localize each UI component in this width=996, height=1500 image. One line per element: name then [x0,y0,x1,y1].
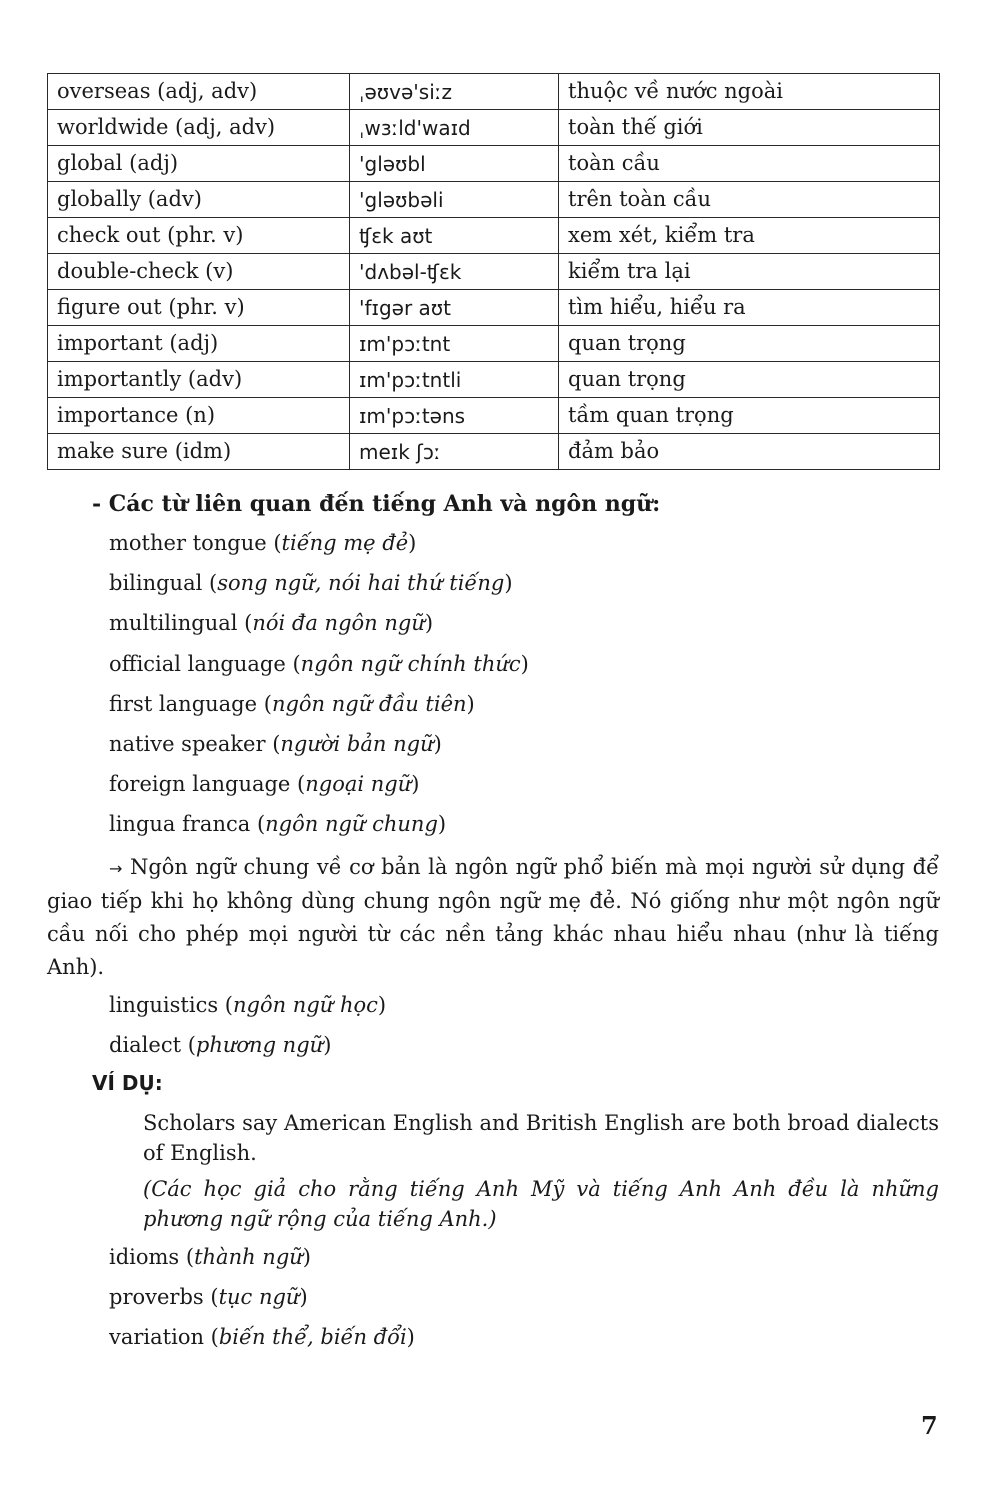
section-heading: - Các từ liên quan đến tiếng Anh và ngôn ngữ: [92,491,661,517]
table-row [48,362,940,398]
term-item: variation (biến thể, biến đổi) [109,1325,415,1350]
lingua-franca-note [47,851,939,984]
vocab-meaning: tầm quan trọng [559,398,940,434]
vocab-pronunciation: 'gləʊbl [350,146,559,182]
vocab-word: worldwide (adj, adv) [48,110,350,146]
table-row [48,218,940,254]
vocab-pronunciation: 'fɪgər aʊt [350,290,559,326]
vocab-pronunciation: 'gləʊbəli [350,182,559,218]
vocab-pronunciation: meɪk ʃɔː [350,434,559,470]
vocab-meaning: toàn thế giới [559,110,940,146]
term-item: official language (ngôn ngữ chính thức) [109,651,529,676]
vocab-pronunciation: ˌəʊvə'siːz [350,74,559,110]
vocab-pronunciation: ɪm'pɔːtəns [350,398,559,434]
vocab-meaning: tìm hiểu, hiểu ra [559,290,940,326]
vocab-meaning: trên toàn cầu [559,182,940,218]
term-item: proverbs (tục ngữ) [109,1285,308,1310]
vocab-word: check out (phr. v) [48,218,350,254]
table-row [48,398,940,434]
example-english: Scholars say American English and British English are both broad dialects of English. [143,1111,939,1165]
vocab-meaning: đảm bảo [559,434,940,470]
term-item: idioms (thành ngữ) [109,1245,311,1269]
example-vietnamese: (Các học giả cho rằng tiếng Anh Mỹ và tiếng Anh Anh đều là những phương ngữ rộng của tiếng Anh.) [143,1177,939,1231]
vocab-word: important (adj) [48,326,350,362]
term-item: first language (ngôn ngữ đầu tiên) [109,691,475,716]
note-text: Ngôn ngữ chung về cơ bản là ngôn ngữ phổ biến mà mọi người sử dụng để giao tiếp khi họ không dùng chung ngôn ngữ mẹ đẻ. Nó giống như một ngôn ngữ cầu nối cho phép mọi người từ các nền tảng khác nhau hiểu nhau (như là tiếng Anh). [47,855,939,979]
page-number: 7 [921,1411,938,1440]
table-row [48,74,940,110]
term-item: foreign language (ngoại ngữ) [109,772,420,797]
vocab-meaning: quan trọng [559,362,940,398]
vocab-word: global (adj) [48,146,350,182]
term-item: multilingual (nói đa ngôn ngữ) [109,611,434,636]
table-row [48,146,940,182]
vocab-word: double-check (v) [48,254,350,290]
term-list [109,530,529,852]
vocab-pronunciation: ʧɛk aʊt [350,218,559,254]
vocab-word: make sure (idm) [48,434,350,470]
table-row [48,110,940,146]
vocab-pronunciation: 'dʌbəl-ʧɛk [350,254,559,290]
vocab-word: figure out (phr. v) [48,290,350,326]
table-row [48,182,940,218]
term-item: linguistics (ngôn ngữ học) [109,993,387,1017]
table-row [48,290,940,326]
term-list-2 [109,992,386,1072]
term-list-3 [109,1244,415,1365]
vocab-meaning: quan trọng [559,326,940,362]
term-item: native speaker (người bản ngữ) [109,731,442,756]
vocab-pronunciation: ɪm'pɔːtntli [350,362,559,398]
table-row [48,326,940,362]
vocab-meaning: xem xét, kiểm tra [559,218,940,254]
term-item: dialect (phương ngữ) [109,1033,332,1058]
vocab-word: overseas (adj, adv) [48,74,350,110]
term-item: lingua franca (ngôn ngữ chung) [109,812,447,837]
term-item: mother tongue (tiếng mẹ đẻ) [109,531,417,555]
vocab-meaning: kiểm tra lại [559,254,940,290]
term-item: bilingual (song ngữ, nói hai thứ tiếng) [109,571,513,596]
vocab-word: importance (n) [48,398,350,434]
vocab-meaning: thuộc về nước ngoài [559,74,940,110]
vocab-pronunciation: ɪm'pɔːtnt [350,326,559,362]
table-row [48,434,940,470]
vocab-meaning: toàn cầu [559,146,940,182]
example-block [143,1108,939,1234]
vocabulary-table [47,73,940,470]
example-label: VÍ DỤ: [92,1071,163,1095]
vocab-word: globally (adv) [48,182,350,218]
vocab-word: importantly (adv) [48,362,350,398]
arrow-right-icon: → [109,859,123,878]
table-row [48,254,940,290]
vocab-pronunciation: ˌwɜːld'waɪd [350,110,559,146]
